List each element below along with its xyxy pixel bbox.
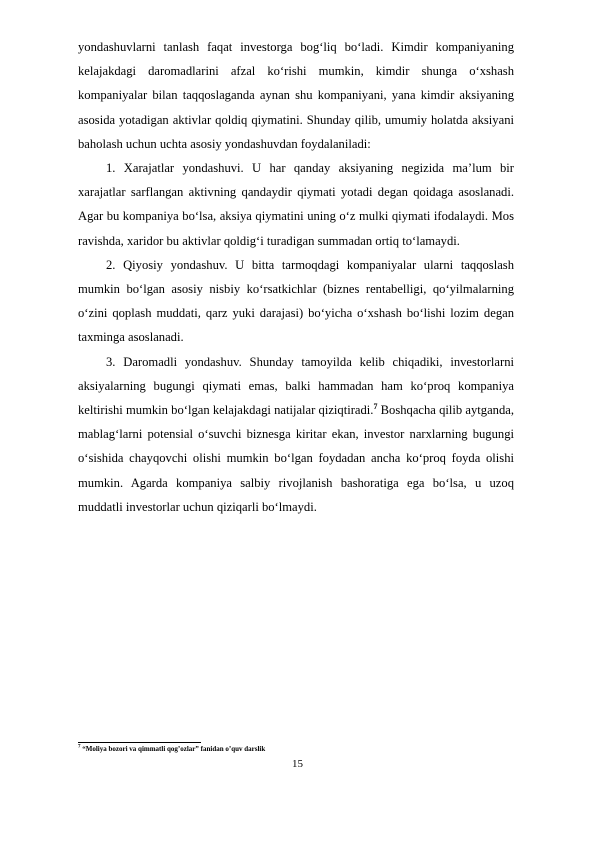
- footnote-text: “Moliya bozori va qimmatli qog’ozlar” fanidan o’quv darslik: [80, 745, 266, 753]
- footnote-separator: [78, 742, 201, 743]
- income-approach-text: 3. Daromadli yondashuv. Shunday tamoyilda kelib chiqadiki, investorlarni aksiyalarning bugungi qiymati emas, balki hammadan ham ko‘proq kompaniya keltirishi mumkin bo‘lgan kelajakdagi natijalar qiziqtiradi.: [78, 354, 514, 418]
- income-approach-text-continued: Boshqacha qilib aytganda, mablag‘larni potensial o‘suvchi biznesga kiritar ekan, investor narxlarning bugungi o‘sishida chayqovchi olishi mumkin bo‘lgan foydadan ancha ko‘proq foyda olishi mumkin. Agarda kompaniya salbiy rivojlanish bashoratiga ega bo‘lsa, u uzoq muddatli investorlar uchun qiziqarli bo‘lmaydi.: [78, 403, 514, 514]
- document-body: [78, 35, 514, 519]
- footnote: [78, 745, 265, 754]
- footnote-reference[interactable]: 7: [373, 401, 378, 411]
- paragraph-intro: yondashuvlarni tanlash faqat investorga bog‘liq bo‘ladi. Kimdir kompaniyaning kelajakdagi daromadlarini afzal ko‘rishi mumkin, kimdir shunga o‘xshash kompaniyalar bilan taqqoslaganda aynan shu kompaniyani, yana kimdir aksiyaning asosida yotadigan aktivlar qoldiq qiymatini. Shunday qilib, umumiy holatda aksiyani baholash uchun uchta asosiy yondashuvdan foydalaniladi:: [78, 40, 514, 151]
- footnote-marker: 7: [78, 744, 81, 750]
- paragraph-comparative-approach: 2. Qiyosiy yondashuv. U bitta tarmoqdagi kompaniyalar ularni taqqoslash mumkin bo‘lgan asosiy nisbiy ko‘rsatkichlar (biznes rentabelligi, qo‘yilmalarning o‘zini qoplash muddati, qarz yuki darajasi) bo‘yicha o‘xshash bo‘lishi lozim degan taxminga asoslanadi.: [78, 257, 514, 345]
- paragraph-cost-approach: 1. Xarajatlar yondashuvi. U har qanday aksiyaning negizida ma’lum bir xarajatlar sarflangan aktivning qandaydir qiymati yotadi degan qoidaga asoslanadi. Agar bu kompaniya bo‘lsa, aksiya qiymatini uning o‘z mulki qiymati ifodalaydi. Mos ravishda, xaridor bu aktivlar qoldig‘i turadigan summadan ortiq to‘lamaydi.: [78, 161, 514, 248]
- page-number: 15: [292, 758, 303, 770]
- paragraph-income-approach: [78, 350, 514, 519]
